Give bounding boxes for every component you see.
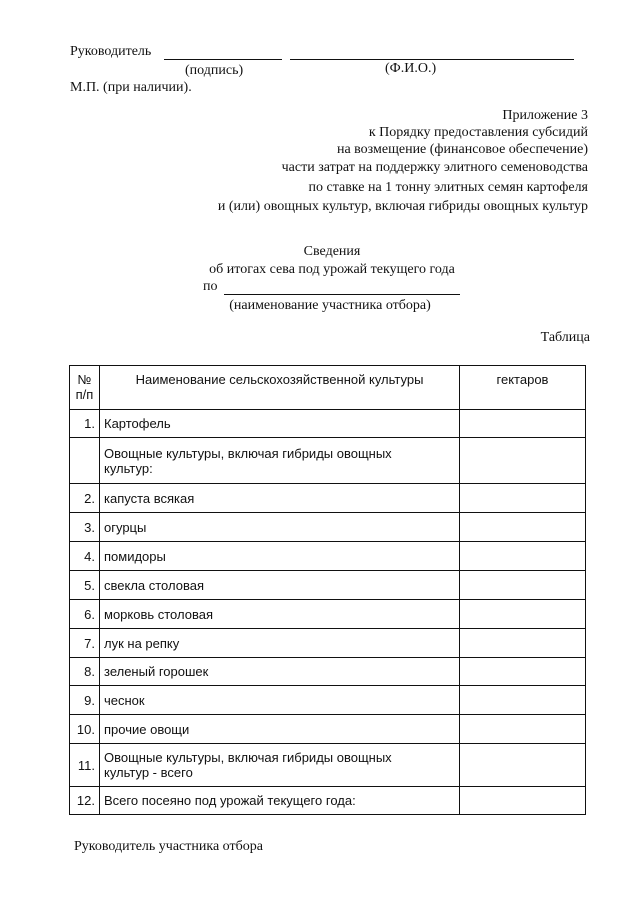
row-hectares-cell (460, 787, 586, 815)
by-label: по (203, 279, 218, 294)
row-hectares-cell (460, 744, 586, 787)
row-num: 4. (70, 542, 100, 571)
row-hectares-cell (460, 513, 586, 542)
row-hectares-cell (460, 484, 586, 513)
header-num: № п/п (70, 366, 100, 410)
row-num: 2. (70, 484, 100, 513)
row-hectares-cell (460, 658, 586, 686)
row-num: 8. (70, 658, 100, 686)
row-name: огурцы (100, 513, 460, 542)
table-row (70, 542, 586, 571)
appendix-line-1: Приложение 3 (502, 108, 588, 123)
row-name: свекла столовая (100, 571, 460, 600)
row-hectares-cell (460, 629, 586, 658)
row-num (70, 438, 100, 484)
row-hectares-cell (460, 410, 586, 438)
row-name: Всего посеяно под урожай текущего года: (100, 787, 460, 815)
row-num: 3. (70, 513, 100, 542)
participant-line (224, 294, 460, 295)
table-header-row (70, 366, 586, 410)
row-name: прочие овощи (100, 715, 460, 744)
table-row (70, 715, 586, 744)
fio-line (290, 59, 574, 60)
table-row (70, 658, 586, 686)
row-num: 11. (70, 744, 100, 787)
table-row (70, 410, 586, 438)
row-name: Овощные культуры, включая гибриды овощных культур - всего (100, 744, 460, 787)
table-row (70, 513, 586, 542)
row-hectares-cell (460, 438, 586, 484)
table-label: Таблица (540, 330, 590, 345)
appendix-line-4: части затрат на поддержку элитного семеноводства (281, 160, 588, 175)
crops-table (69, 365, 586, 815)
row-hectares-cell (460, 715, 586, 744)
table-row (70, 787, 586, 815)
row-hectares-cell (460, 542, 586, 571)
row-hectares-cell (460, 600, 586, 629)
appendix-line-5: по ставке на 1 тонну элитных семян картофеля (308, 180, 588, 195)
footer-signature-label: Руководитель участника отбора (74, 839, 263, 854)
stamp-note: М.П. (при наличии). (70, 80, 192, 95)
row-num: 1. (70, 410, 100, 438)
appendix-line-3: на возмещение (финансовое обеспечение) (336, 142, 588, 157)
row-name: Овощные культуры, включая гибриды овощных культур: (100, 438, 460, 484)
signature-caption: (подпись) (185, 63, 244, 78)
row-num: 12. (70, 787, 100, 815)
row-name: капуста всякая (100, 484, 460, 513)
signature-line (164, 59, 282, 60)
document-subtitle: об итогах сева под урожай текущего года (209, 262, 455, 277)
row-num: 9. (70, 686, 100, 715)
row-name: Картофель (100, 410, 460, 438)
row-num: 7. (70, 629, 100, 658)
header-hectares: гектаров (460, 366, 586, 410)
header-name: Наименование сельскохозяйственной культуры (100, 366, 460, 410)
row-hectares-cell (460, 686, 586, 715)
row-num: 10. (70, 715, 100, 744)
table-row (70, 600, 586, 629)
row-name: зеленый горошек (100, 658, 460, 686)
table-row (70, 571, 586, 600)
table-row (70, 744, 586, 787)
table-row (70, 629, 586, 658)
row-name: морковь столовая (100, 600, 460, 629)
table-row (70, 438, 586, 484)
row-name: чеснок (100, 686, 460, 715)
fio-caption: (Ф.И.О.) (385, 61, 437, 76)
row-num: 5. (70, 571, 100, 600)
row-name: лук на репку (100, 629, 460, 658)
table-row (70, 686, 586, 715)
appendix-line-6: и (или) овощных культур, включая гибриды овощных культур (217, 199, 588, 214)
row-num: 6. (70, 600, 100, 629)
document-title: Сведения (303, 244, 361, 259)
appendix-line-2: к Порядку предоставления субсидий (368, 125, 588, 140)
row-name: помидоры (100, 542, 460, 571)
table-row (70, 484, 586, 513)
participant-caption: (наименование участника отбора) (229, 298, 431, 313)
head-label: Руководитель (70, 44, 152, 59)
row-hectares-cell (460, 571, 586, 600)
